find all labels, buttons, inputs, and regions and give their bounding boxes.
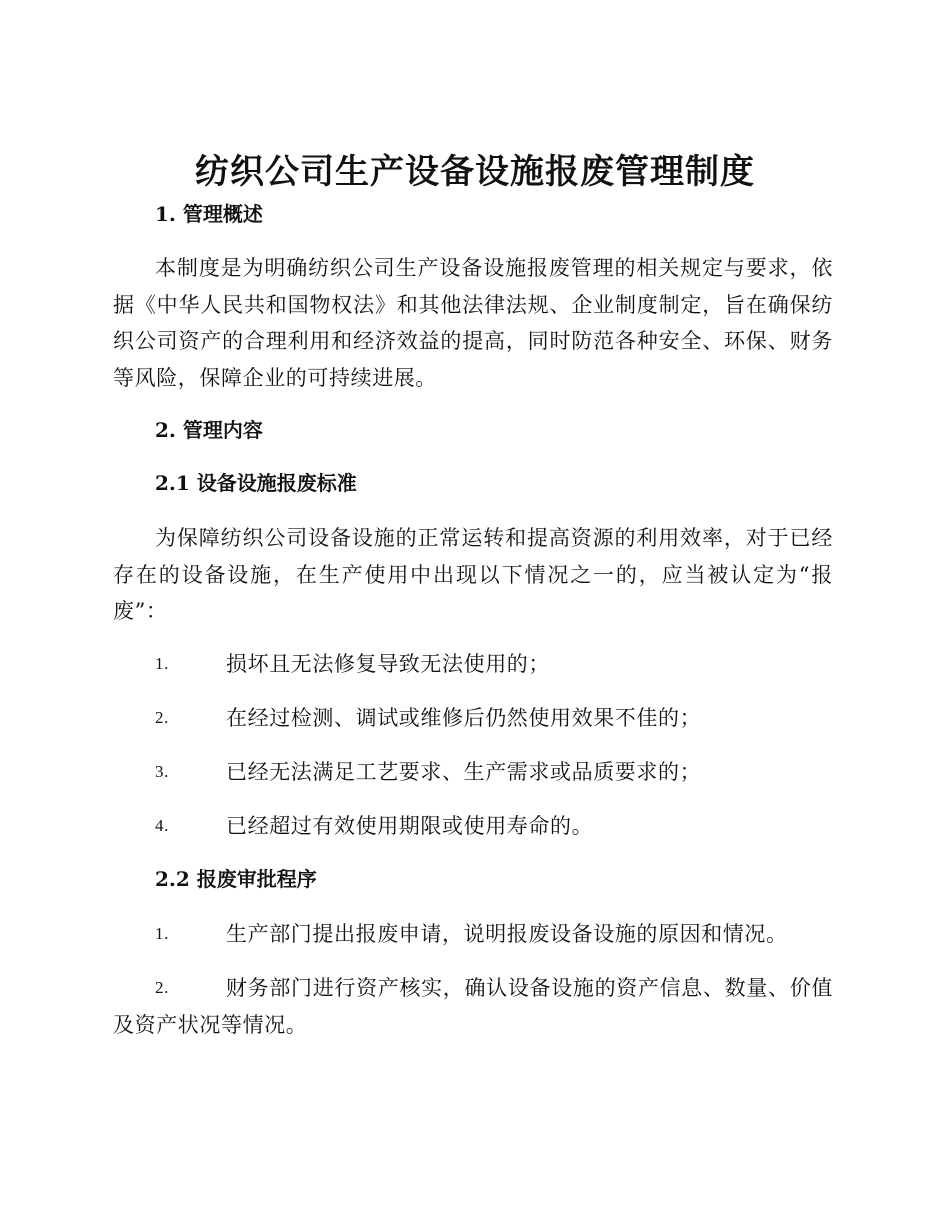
list-item: [113, 700, 833, 737]
section-heading-scrap-standard: 2.1 设备设施报废标准: [155, 471, 357, 495]
list-item-text: 在经过检测、调试或维修后仍然使用效果不佳的；: [226, 706, 702, 730]
list-item: [113, 808, 833, 845]
document-title: 纺织公司生产设备设施报废管理制度: [195, 152, 755, 192]
list-item-text: 损坏且无法修复导致无法使用的；: [226, 652, 550, 676]
list-item-number: 1.: [155, 924, 169, 943]
list-item-text: 生产部门提出报废申请，说明报废设备设施的原因和情况。: [226, 922, 788, 946]
list-item-number: 2.: [155, 978, 169, 997]
paragraph-scrap-standard: 为保障纺织公司设备设施的正常运转和提高资源的利用效率，对于已经存在的设备设施，在生产使用中出现以下情况之一的，应当被认定为“报废”：: [113, 526, 833, 623]
list-item: [113, 970, 833, 1043]
paragraph-overview: 本制度是为明确纺织公司生产设备设施报废管理的相关规定与要求，依据《中华人民共和国物权法》和其他法律法规、企业制度制定，旨在确保纺织公司资产的合理利用和经济效益的提高，同时防范各种安全、环保、财务等风险，保障企业的可持续进展。: [113, 256, 833, 390]
list-item: [113, 646, 833, 683]
section-heading-content: 2. 管理内容: [155, 418, 263, 442]
list-item: [113, 916, 833, 953]
list-item: [113, 754, 833, 791]
list-item-number: 3.: [155, 762, 169, 781]
section-heading-overview: 1. 管理概述: [155, 202, 263, 226]
list-item-text: 财务部门进行资产核实，确认设备设施的资产信息、数量、价值及资产状况等情况。: [113, 976, 833, 1037]
list-item-number: 4.: [155, 816, 169, 835]
list-item-number: 1.: [155, 654, 169, 673]
list-item-number: 2.: [155, 708, 169, 727]
section-heading-approval-procedure: 2.2 报废审批程序: [155, 867, 317, 891]
list-item-text: 已经无法满足工艺要求、生产需求或品质要求的；: [226, 760, 702, 784]
list-item-text: 已经超过有效使用期限或使用寿命的。: [226, 814, 594, 838]
